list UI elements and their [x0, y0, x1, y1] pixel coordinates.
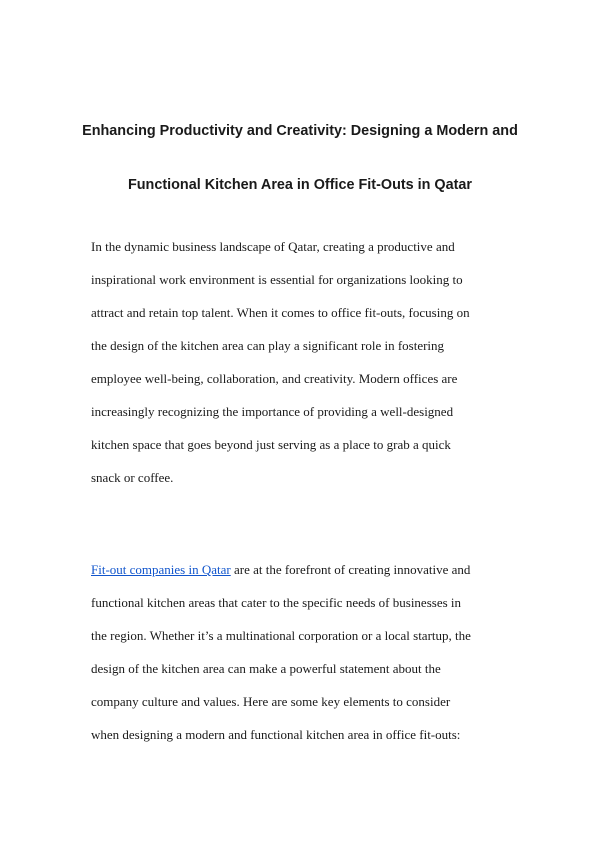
- fit-out-companies-link[interactable]: Fit-out companies in Qatar: [91, 562, 231, 577]
- paragraph-2-line: [91, 561, 470, 579]
- paragraph-1-line: kitchen space that goes beyond just serving as a place to grab a quick: [91, 437, 451, 452]
- paragraph-2-first-line-text: are at the forefront of creating innovative and: [230, 562, 471, 577]
- paragraph-1-line: attract and retain top talent. When it comes to office fit-outs, focusing on: [91, 305, 470, 320]
- paragraph-2-line: the region. Whether it’s a multinational corporation or a local startup, the: [91, 628, 471, 643]
- paragraph-1-line: In the dynamic business landscape of Qatar, creating a productive and: [91, 239, 455, 254]
- paragraph-2-line: functional kitchen areas that cater to the specific needs of businesses in: [91, 595, 462, 610]
- paragraph-2-line: company culture and values. Here are some key elements to consider: [91, 694, 451, 709]
- paragraph-1-line: increasingly recognizing the importance of providing a well-designed: [91, 404, 454, 419]
- document-title-line-1: Enhancing Productivity and Creativity: Designing a Modern and: [82, 123, 518, 139]
- paragraph-2-line: design of the kitchen area can make a powerful statement about the: [91, 661, 441, 676]
- paragraph-1-line: employee well-being, collaboration, and creativity. Modern offices are: [91, 371, 458, 386]
- paragraph-1-line: the design of the kitchen area can play a significant role in fostering: [91, 338, 445, 353]
- paragraph-1-line: snack or coffee.: [91, 470, 174, 485]
- document-title-line-2: Functional Kitchen Area in Office Fit-Outs in Qatar: [127, 177, 473, 193]
- paragraph-1-line: inspirational work environment is essential for organizations looking to: [91, 272, 463, 287]
- paragraph-2-line: when designing a modern and functional kitchen area in office fit-outs:: [91, 727, 461, 742]
